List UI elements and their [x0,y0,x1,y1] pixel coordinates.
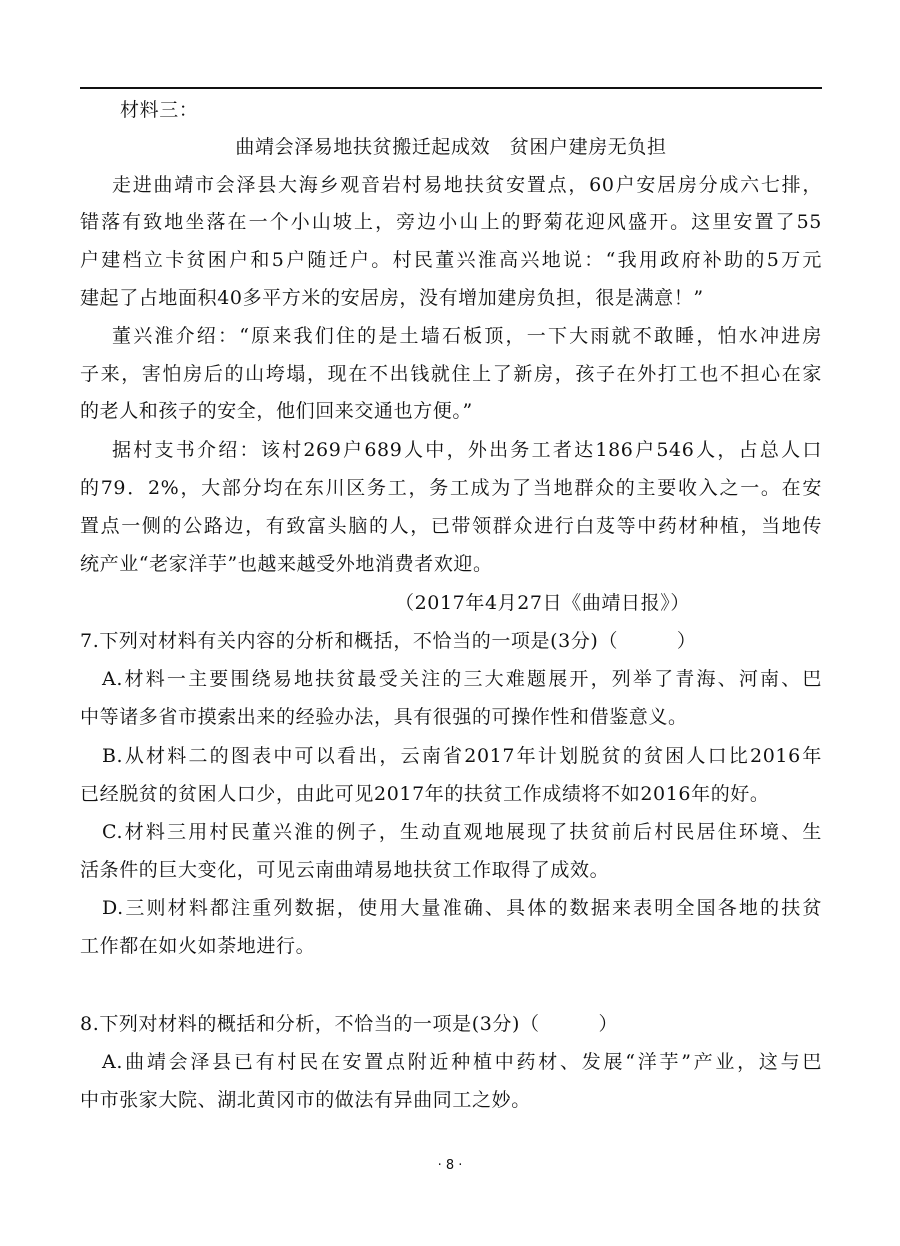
q7-option-c: C.材料三用村民董兴淮的例子，生动直观地展现了扶贫前后村民居住环境、生 [102,821,822,843]
q7-option-b: B.从材料二的图表中可以看出，云南省2017年计划脱贫的贫困人口比2016年 [102,745,822,767]
question-7-stem: 7.下列对材料有关内容的分析和概括，不恰当的一项是(3分)（ ） [80,630,697,652]
paragraph-line: 建起了占地面积40多平方米的安居房，没有增加建房负担，很是满意！” [80,287,704,309]
q7-option-b-cont: 已经脱贫的贫困人口少，由此可见2017年的扶贫工作成绩将不如2016年的好。 [80,783,770,805]
paragraph-line: 的79．2%，大部分均在东川区务工，务工成为了当地群众的主要收入之一。在安 [80,477,822,499]
paragraph-line: 错落有致地坐落在一个小山坡上，旁边小山上的野菊花迎风盛开。这里安置了55 [80,211,822,233]
top-rule [80,87,822,89]
q8-option-a: A.曲靖会泽县已有村民在安置点附近种植中药材、发展“洋芋”产业，这与巴 [102,1051,822,1073]
q7-option-d: D.三则材料都注重列数据，使用大量准确、具体的数据来表明全国各地的扶贫 [102,897,822,919]
paragraph-line: 统产业“老家洋芋”也越来越受外地消费者欢迎。 [80,553,493,575]
paragraph-line: 走进曲靖市会泽县大海乡观音岩村易地扶贫安置点，60户安居房分成六七排， [112,174,822,196]
paragraph-line: 董兴淮介绍：“原来我们住的是土墙石板顶，一下大雨就不敢睡，怕水冲进房 [112,325,822,347]
page-number: · 8 · [437,1158,463,1173]
q7-option-a-cont: 中等诸多省市摸索出来的经验办法，具有很强的可操作性和借鉴意义。 [80,706,688,728]
source-citation: （2017年4月27日《曲靖日报》） [395,592,690,614]
paragraph-line: 的老人和孩子的安全，他们回来交通也方便。” [80,400,473,422]
q7-option-c-cont: 活条件的巨大变化，可见云南曲靖易地扶贫工作取得了成效。 [80,859,610,881]
material-heading: 材料三： [120,99,199,121]
question-8-stem: 8.下列对材料的概括和分析，不恰当的一项是(3分)（ ） [80,1013,619,1035]
article-title: 曲靖会泽易地扶贫搬迁起成效 贫困户建房无负担 [235,136,667,158]
q7-option-d-cont: 工作都在如火如荼地进行。 [80,935,316,957]
paragraph-line: 置点一侧的公路边，有致富头脑的人，已带领群众进行白芨等中药材种植，当地传 [80,515,822,537]
q8-option-a-cont: 中市张家大院、湖北黄冈市的做法有异曲同工之妙。 [80,1089,531,1111]
paragraph-line: 子来，害怕房后的山垮塌，现在不出钱就住上了新房，孩子在外打工也不担心在家 [80,363,822,385]
q7-option-a: A.材料一主要围绕易地扶贫最受关注的三大难题展开，列举了青海、河南、巴 [102,668,822,690]
paragraph-line: 据村支书介绍：该村269户689人中，外出务工者达186户546人，占总人口 [112,439,822,461]
paragraph-line: 户建档立卡贫困户和5户随迁户。村民董兴淮高兴地说：“我用政府补助的5万元 [80,249,822,271]
